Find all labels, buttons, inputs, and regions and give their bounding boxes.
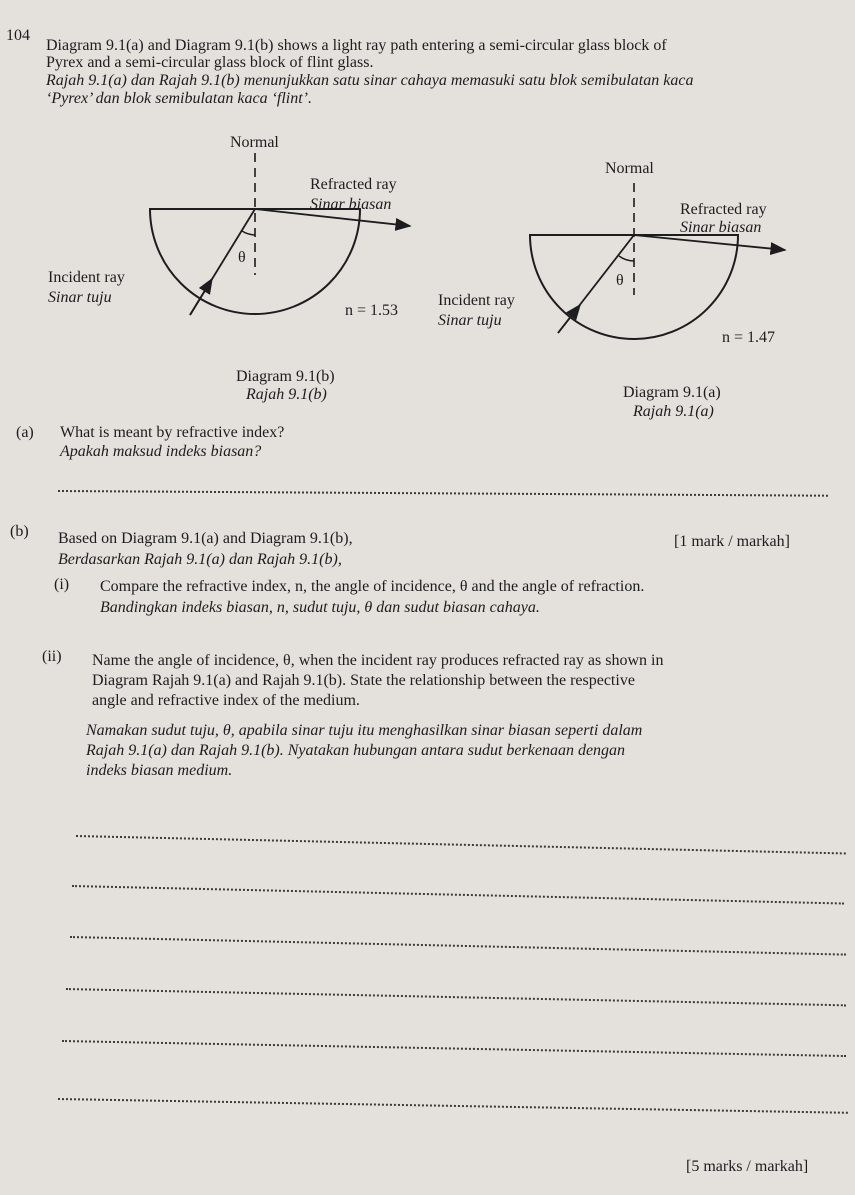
part-a-question-ms: Apakah maksud indeks biasan? — [60, 443, 262, 460]
part-b-intro-ms: Berdasarkan Rajah 9.1(a) dan Rajah 9.1(b), — [58, 551, 342, 568]
part-b-i-ms: Bandingkan indeks biasan, n, sudut tuju, θ dan sudut biasan cahaya. — [100, 599, 540, 616]
answer-line[interactable] — [58, 490, 828, 497]
intro-ms-line2: ‘Pyrex’ dan blok semibulatan kaca ‘flint’. — [46, 90, 312, 107]
part-b-marks — [686, 1158, 808, 1176]
answer-line[interactable] — [70, 936, 846, 956]
part-b-ii-ms-2: Rajah 9.1(a) dan Rajah 9.1(b). Nyatakan hubungan antara sudut berkenaan dengan — [86, 742, 626, 759]
answer-line[interactable] — [58, 1098, 848, 1114]
part-a-label: (a) — [16, 424, 34, 441]
diagram-b-caption-en: Diagram 9.1(b) — [236, 368, 335, 385]
diagram-b-refracted-ms: Sinar biasan — [310, 196, 392, 213]
part-b-ii-label: (ii) — [42, 648, 62, 665]
part-a-question-en: What is meant by refractive index? — [60, 424, 285, 441]
intro-en-line2: Pyrex and a semi-circular glass block of flint glass. — [46, 54, 374, 71]
diagram-b-normal-label: Normal — [230, 134, 279, 151]
answer-line[interactable] — [76, 835, 846, 854]
diagram-a-incident-en: Incident ray — [438, 292, 515, 309]
part-b-label: (b) — [10, 523, 29, 540]
intro-ms-line1: Rajah 9.1(a) dan Rajah 9.1(b) menunjukkan satu sinar cahaya memasuki satu blok semibulatan kaca — [46, 72, 694, 89]
intro-en-line1: Diagram 9.1(a) and Diagram 9.1(b) shows a light ray path entering a semi-circular glass block of — [46, 37, 667, 54]
diagram-a-refracted-ray — [634, 235, 785, 250]
part-b-ii-en-2: Diagram Rajah 9.1(a) and Rajah 9.1(b). State the relationship between the respective — [92, 672, 635, 689]
part-b-intro-en: Based on Diagram 9.1(a) and Diagram 9.1(b), — [58, 530, 353, 547]
part-b-ii-ms-1: Namakan sudut tuju, θ, apabila sinar tuju itu menghasilkan sinar biasan seperti dalam — [86, 722, 643, 739]
diagram-a-angle-arc — [619, 256, 634, 261]
diagram-b-angle-arc — [242, 231, 255, 235]
diagram-a-theta: θ — [616, 272, 624, 289]
diagram-a — [440, 155, 820, 355]
diagram-b-incident-ms: Sinar tuju — [48, 289, 112, 306]
part-b-i-label: (i) — [54, 576, 70, 593]
diagram-a-incident-ms: Sinar tuju — [438, 312, 502, 329]
answer-line[interactable] — [66, 988, 846, 1006]
answer-line[interactable] — [72, 885, 844, 905]
diagram-b-n: n = 1.53 — [345, 302, 399, 319]
part-b-marks-text: [5 marks / markah] — [686, 1158, 809, 1175]
part-b-ii-en-1: Name the angle of incidence, θ, when the incident ray produces refracted ray as shown in — [92, 652, 664, 669]
part-a-marks — [674, 533, 790, 551]
part-b-i-en: Compare the refractive index, n, the angle of incidence, θ and the angle of refraction. — [100, 578, 645, 595]
diagram-b-refracted-en: Refracted ray — [310, 176, 397, 193]
diagram-a-refracted-ms: Sinar biasan — [680, 219, 762, 236]
part-b-ii-ms-3: indeks biasan medium. — [86, 762, 233, 779]
diagram-b-caption-ms: Rajah 9.1(b) — [246, 386, 327, 403]
diagram-a-caption-ms: Rajah 9.1(a) — [633, 403, 714, 420]
diagram-b-theta: θ — [238, 249, 246, 266]
diagram-a-n: n = 1.47 — [722, 329, 776, 346]
diagram-b — [40, 125, 470, 345]
part-b-ii-en-3: angle and refractive index of the medium. — [92, 692, 360, 709]
answer-line[interactable] — [62, 1040, 846, 1057]
diagram-a-normal-label: Normal — [605, 160, 654, 177]
part-a-marks-text: [1 mark / markah] — [674, 533, 790, 550]
question-number: 104 — [6, 27, 30, 44]
diagram-a-caption-en: Diagram 9.1(a) — [623, 384, 721, 401]
diagram-a-refracted-en: Refracted ray — [680, 201, 767, 218]
diagram-b-incident-en: Incident ray — [48, 269, 125, 286]
